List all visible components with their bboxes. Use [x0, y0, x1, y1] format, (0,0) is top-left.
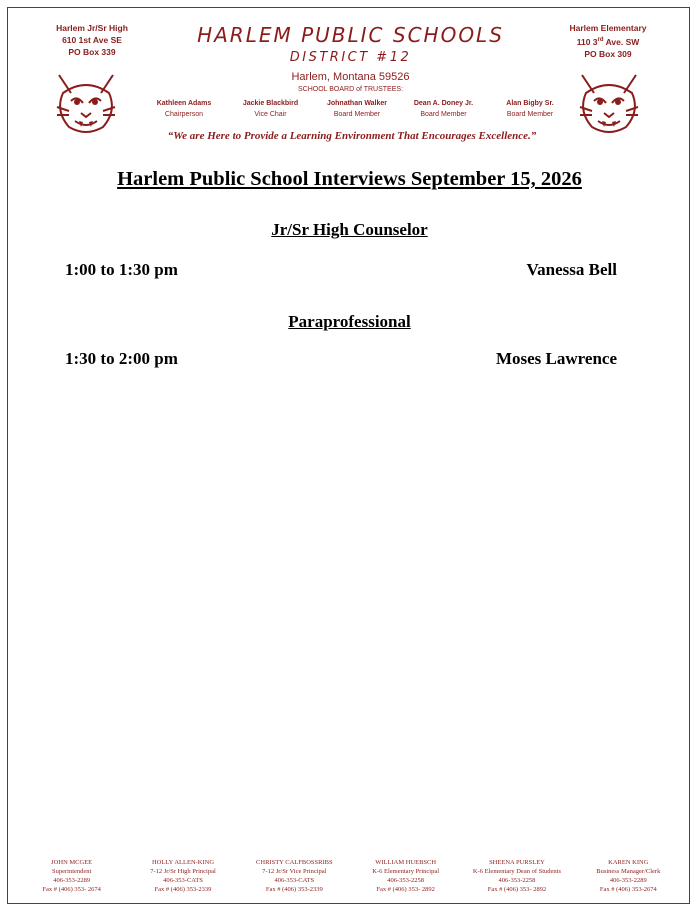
trustee-role: Board Member [506, 111, 554, 118]
staff-contact [239, 858, 350, 894]
staff-phone: 406-353-CATS [163, 877, 203, 884]
district-label: DISTRICT #12 [289, 50, 412, 65]
interview-candidate: Moses Lawrence [495, 349, 617, 368]
staff-contact [350, 858, 461, 894]
document-title: Harlem Public School Interviews September 15, 2026 [117, 168, 582, 190]
city-address: Harlem, Montana 59526 [291, 71, 410, 83]
wildcat-mascot-icon [576, 71, 642, 137]
staff-phone: 406-353-2289 [609, 877, 647, 884]
staff-fax: Fax # (406) 353-2674 [599, 886, 657, 893]
staff-contact [127, 858, 238, 894]
trustee-role: Board Member [333, 111, 381, 118]
trustee [230, 98, 312, 120]
trustee-list [143, 98, 571, 120]
staff-fax: Fax # (406) 353-2339 [265, 886, 323, 893]
school-name: Harlem Elementary [569, 23, 647, 33]
interview-candidate: Vanessa Bell [526, 260, 617, 279]
trustee-role: Vice Chair [254, 111, 287, 118]
school-name: Harlem Jr/Sr High [56, 23, 128, 33]
trustee-role: Board Member [420, 111, 467, 118]
trustee [316, 98, 398, 120]
trustee [143, 98, 225, 120]
staff-name: KAREN KING [608, 859, 649, 866]
staff-footer [16, 858, 684, 894]
school-street: 610 1st Ave SE [62, 35, 122, 45]
trustee [403, 98, 485, 120]
trustee-name: Dean A. Doney Jr. [413, 100, 474, 107]
staff-name: WILLIAM HUEBSCH [375, 859, 437, 866]
school-po-box: PO Box 339 [68, 47, 116, 57]
trustee-name: Jackie Blackbird [242, 100, 299, 107]
staff-fax: Fax # (406) 353-2339 [154, 886, 212, 893]
staff-title: Business Manager/Clerk [596, 868, 661, 875]
motto: “We are Here to Provide a Learning Environment That Encourages Excellence.” [167, 130, 537, 142]
staff-name: CHRISTY CALFBOSSRIBS [256, 859, 333, 866]
staff-contact [16, 858, 127, 894]
elementary-address [560, 22, 656, 60]
school-street: 110 3rd Ave. SW [576, 36, 640, 47]
staff-title: 7-12 Jr/Sr Vice Principal [262, 868, 327, 875]
trustee-name: Johnathan Walker [326, 100, 388, 107]
interview-time: 1:30 to 2:00 pm [65, 349, 178, 368]
staff-title: K-6 Elementary Principal [372, 868, 440, 875]
letterhead-title: HARLEM PUBLIC SCHOOLS [197, 23, 504, 47]
staff-title: 7-12 Jr/Sr High Principal [150, 868, 216, 875]
staff-title: K-6 Elementary Dean of Students [472, 868, 562, 875]
staff-name: JOHN MCGEE [51, 859, 93, 866]
trustee-name: Kathleen Adams [156, 100, 212, 107]
board-label: SCHOOL BOARD of TRUSTEES: [297, 86, 404, 93]
document-page [7, 7, 690, 904]
staff-phone: 406-353-2258 [387, 877, 425, 884]
staff-contact [461, 858, 572, 894]
section-heading-counselor: Jr/Sr High Counselor [271, 220, 428, 239]
interview-row [65, 349, 617, 369]
staff-phone: 406-353-2289 [53, 877, 91, 884]
staff-fax: Fax # (406) 353- 2892 [376, 886, 435, 893]
jr-sr-high-address [44, 22, 140, 58]
school-po-box: PO Box 309 [584, 48, 632, 59]
trustee [489, 98, 571, 120]
staff-fax: Fax # (406) 353- 2892 [487, 886, 547, 893]
wildcat-mascot-icon [53, 71, 119, 137]
interview-time: 1:00 to 1:30 pm [65, 260, 178, 279]
trustee-name: Alan Bigby Sr. [506, 100, 554, 107]
staff-title: Superintendent [51, 868, 92, 875]
interview-row [65, 260, 617, 280]
staff-phone: 406-353-2258 [498, 877, 536, 884]
staff-contact [573, 858, 684, 894]
trustee-role: Chairperson [164, 111, 204, 118]
staff-name: HOLLY ALLEN-KING [151, 859, 215, 866]
staff-phone: 406-353-CATS [274, 877, 315, 884]
staff-fax: Fax # (406) 353- 2674 [42, 886, 101, 893]
staff-name: SHEENA PURSLEY [489, 859, 545, 866]
section-heading-paraprofessional: Paraprofessional [288, 312, 411, 331]
